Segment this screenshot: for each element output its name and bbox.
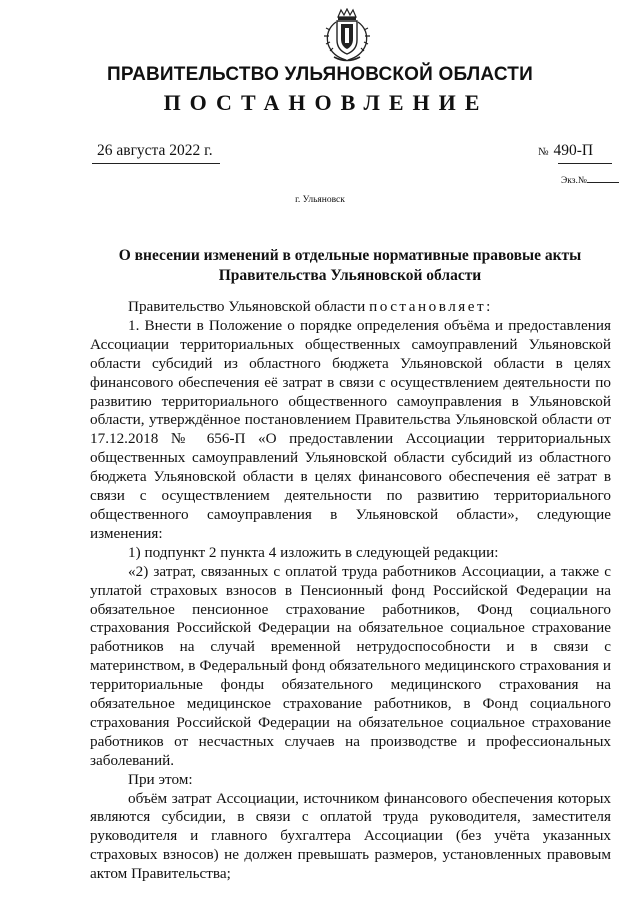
paragraph-5: объём затрат Ассоциации, источником финансового обеспечения которых являются субсидии, в связи с оплатой труда руководителя, заместителя руководителя и главного бухгалтера Ассоциации (без учёта указанных страховых взносов) не должен превышать размеров, установленных правовым актом Правительства; [90, 789, 611, 883]
document-type: ПОСТАНОВЛЕНИЕ [163, 90, 489, 115]
organization-name: ПРАВИТЕЛЬСТВО УЛЬЯНОВСКОЙ ОБЛАСТИ [107, 64, 533, 85]
document-body [90, 298, 611, 884]
paragraph-1: 1. Внести в Положение о порядке определения объёма и предоставления Ассоциации территориальных общественных самоуправлений Ульяновской области субсидий из областного бюджета Ульяновской области в целях финансового обеспечения её затрат в связи с осуществлением деятельности по развитию территориального общественного самоуправления в Ульяновской области, утверждённое постановлением Правительства Ульяновской области от 17.12.2018 № 656-П «О предоставлении Ассоциации территориальных общественных самоуправлений Ульяновской области субсидий из областного бюджета Ульяновской области в целях финансового обеспечения её затрат в связи с осуществлением деятельности по развитию территориального общественного самоуправления в Ульяновской области», следующие изменения: [90, 316, 611, 542]
number-sign: № [538, 146, 549, 158]
paragraph-4: При этом: [128, 770, 193, 788]
city: г. Ульяновск [295, 195, 345, 205]
number-underline [558, 163, 612, 164]
document-date: 26 августа 2022 г. [97, 142, 213, 159]
document-title [90, 246, 610, 286]
coat-of-arms-icon [322, 8, 372, 64]
date-underline [92, 163, 220, 164]
intro-prefix: Правительство Ульяновской области [128, 298, 370, 315]
paragraph-2: 1) подпункт 2 пункта 4 изложить в следующей редакции: [128, 543, 499, 561]
paragraph-3: «2) затрат, связанных с оплатой труда работников Ассоциации, а также с уплатой страховых взносов в Пенсионный фонд Российской Федерации на обязательное пенсионное страхование работников, Фонд социального страхования Российской Федерации на обязательное социальное страхование работников на случай временной нетрудоспособности и в связи с материнством, в Федеральный фонд обязательного медицинского страхования и территориальные фонды обязательного медицинского страхования на обязательное медицинское страхование работников, в Фонд социального страхования Российской Федерации на обязательное социальное страхование работников от несчастных случаев на производстве и профессиональных заболеваний. [90, 562, 611, 769]
title-line-1: О внесении изменений в отдельные нормативные правовые акты [118, 247, 582, 264]
copy-label: Экз.№ [561, 176, 587, 186]
intro-suffix: : [486, 298, 491, 315]
intro-verb: постановляет [369, 298, 487, 315]
copy-number [561, 174, 619, 186]
document-number [538, 142, 593, 160]
number-value: 490-П [553, 142, 594, 159]
title-line-2: Правительства Ульяновской области [218, 267, 482, 284]
copy-blank [587, 174, 619, 183]
intro-paragraph [90, 298, 611, 317]
